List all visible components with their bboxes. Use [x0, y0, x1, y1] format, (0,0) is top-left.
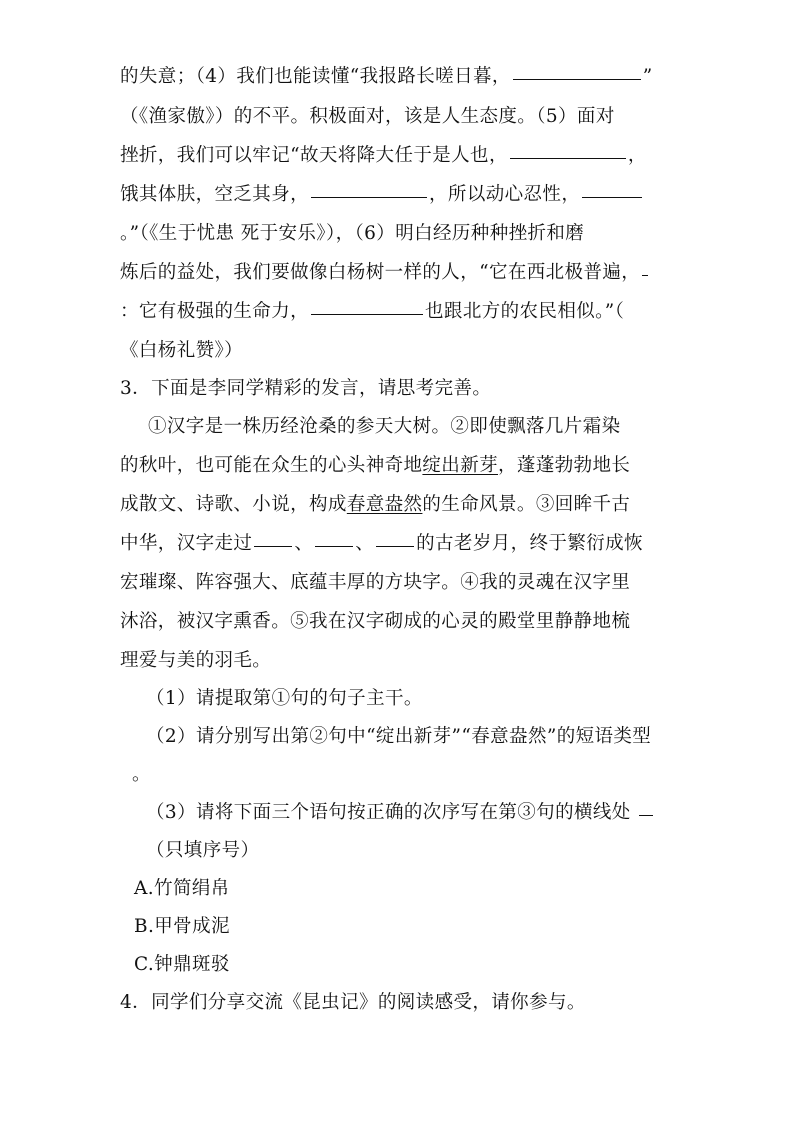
underlined-phrase: 绽出新芽 — [422, 455, 499, 476]
answer-blank[interactable] — [642, 274, 648, 276]
answer-blank[interactable] — [315, 545, 353, 547]
text-line: 挫折，我们可以牢记“故天将降大任于是人也， ， — [120, 145, 647, 166]
passage-line: 成散文、诗歌、小说，构成春意盎然的生命风景。③回眸千古 — [120, 494, 631, 515]
sub-question-2: （2）请分别写出第②句中“绽出新芽”“春意盎然”的短语类型 — [146, 726, 652, 747]
text-line: 《白杨礼赞》） — [120, 340, 244, 361]
question-3-heading: 3．下面是李同学精彩的发言，请思考完善。 — [120, 378, 492, 399]
option-b: B.甲骨成泥 — [134, 916, 230, 937]
answer-blank[interactable] — [376, 545, 414, 547]
text-line: 饿其体肤，空乏其身， ，所以动心忍性， — [120, 176, 680, 213]
answer-blank[interactable] — [311, 196, 427, 198]
answer-blank[interactable] — [513, 78, 641, 80]
passage-line: ①汉字是一株历经沧桑的参天大树。②即使飘落几片霜染 — [148, 416, 621, 437]
text-line: 。 — [132, 764, 151, 785]
answer-blank[interactable] — [582, 196, 642, 198]
text-line: ：它有极强的生命力， 也跟北方的农民相似。”（ — [120, 301, 625, 322]
text-line: （《渔家傲》）的不平。积极面对，该是人生态度。（5）面对 — [120, 106, 615, 127]
passage-line: 沐浴，被汉字熏香。⑤我在汉字砌成的心灵的殿堂里静静地梳 — [120, 611, 631, 632]
option-c: C.钟鼎斑驳 — [134, 954, 230, 975]
text-line: 炼后的益处，我们要做像白杨树一样的人，“它在西北极普遍， — [120, 254, 680, 291]
sub-question-1: （1）请提取第①句的句子主干。 — [146, 688, 423, 709]
answer-blank[interactable] — [510, 157, 626, 159]
answer-blank[interactable] — [311, 313, 423, 315]
text-line: （只填序号） — [146, 840, 260, 861]
passage-line: 理爱与美的羽毛。 — [120, 650, 272, 671]
passage-line: 的秋叶，也可能在众生的心头神奇地绽出新芽，蓬蓬勃勃地长 — [120, 455, 631, 476]
passage-line: 中华，汉字走过 、 、 的古老岁月，终于繁衍成恢 — [120, 533, 643, 554]
text-line: 的失意；（4）我们也能读懂“我报路长嗟日暮， ” — [120, 66, 653, 87]
passage-line: 宏璀璨、阵容强大、底蕴丰厚的方块字。④我的灵魂在汉字里 — [120, 572, 631, 593]
text-line: 。”（《生于忧患 死于安乐》），（6）明白经历种种挫折和磨 — [120, 223, 585, 244]
answer-blank[interactable] — [254, 545, 292, 547]
option-a: A.竹简绢帛 — [134, 878, 230, 899]
question-4-heading: 4．同学们分享交流《昆虫记》的阅读感受，请你参与。 — [120, 992, 586, 1013]
answer-blank[interactable] — [639, 814, 653, 816]
underlined-phrase: 春意盎然 — [346, 494, 423, 515]
sub-question-3: （3）请将下面三个语句按正确的次序写在第③句的横线处 — [146, 794, 706, 831]
